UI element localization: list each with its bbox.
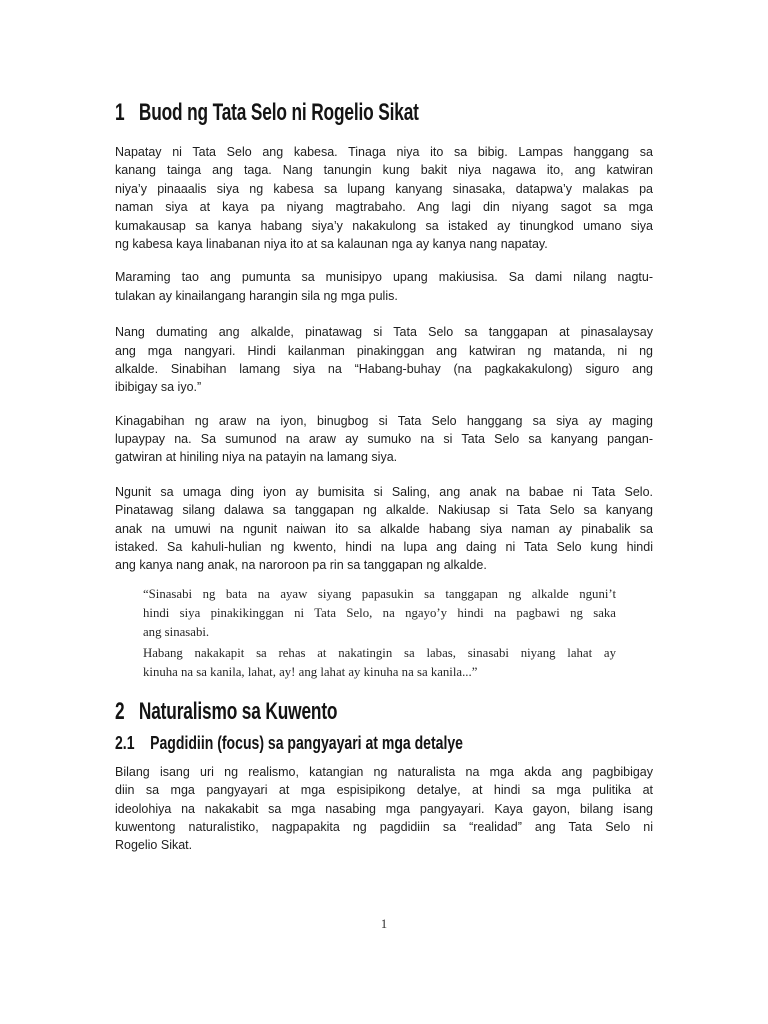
text-line: Nang dumating ang alkalde, pinatawag si Tata Selo sa tanggapan at pinasalaysay [115,325,653,340]
section-1-heading [115,100,502,126]
paragraph [115,483,653,575]
text-line: diin sa mga pangyayari at mga espisipikong detalye, at hindi sa mga pulitika at [115,783,653,798]
subsection-title: Pagdidiin (focus) sa pangyayari at mga detalye [150,732,464,753]
text-line: ng kabesa kaya linabanan niya ito at sa kalaunan nga ay kanya nang napatay. [115,236,548,251]
text-line: Habang nakakapit sa rehas at nakatingin sa labas, sinasabi niyang lahat ay [143,645,616,660]
text-line: Rogelio Sikat. [115,838,193,853]
text-line: gatwiran at hiniling niya na patayin na lamang siya. [115,450,398,465]
text-line: anak na umuwi na ngunit naiwan ito sa alkalde habang siya naman ay pinabalik sa [115,521,653,536]
text-line: alkalde. Sinabihan lamang siya na “Habang-buhay (na pagkakakulong) siguro ang [115,361,653,376]
paragraph [115,323,653,397]
text-line: “Sinasabi ng bata na ayaw siyang papasukin sa tanggapan ng alkalde nguni’t [143,586,616,601]
paragraph [115,143,653,253]
text-line: niya’y pinaaalis siya ng kabesa sa lupang kanyang sinasaka, datapwa’y malakas pa [115,181,653,196]
section-2-heading [115,699,502,725]
text-line: hindi siya pinakikinggan ni Tata Selo, na ngayo’y hindi na pagbawi ng saka [143,605,616,620]
text-line: kinuha na sa kanila, lahat, ay! ang lahat ay kinuha na sa kanila...” [143,664,478,679]
blockquote-paragraph [143,644,616,682]
page-number: 1 [380,917,388,931]
paragraph [115,763,653,855]
text-line: ang sinasabi. [143,624,210,639]
text-line: ideolohiya na nakakabit sa mga nasabing mga pangyayari. Kaya gayon, bilang isang [115,801,653,816]
section-number: 1 [115,99,125,126]
paragraph [115,268,653,305]
paragraph [115,412,653,467]
text-line: ang kanya nang anak, na naroroon pa rin sa tanggapan ng alkalde. [115,558,487,573]
text-line: Kinagabihan ng araw na iyon, binugbog si Tata Selo hanggang sa siya ay maging [115,413,653,428]
section-title: Buod ng Tata Selo ni Rogelio Sikat [138,99,419,126]
subsection-2-1-heading [115,733,535,753]
text-line: kumakausap sa kanya habang siya’y nakakulong sa istaked ay tinungkod umano siya [115,218,653,233]
section-title: Naturalismo sa Kuwento [138,697,338,725]
text-line: ibibigay sa iyo.” [115,380,202,395]
text-line: lupaypay na. Sa sumunod na araw ay sumuko na si Tata Selo sa kanyang pangan- [115,432,653,447]
section-number: 2 [115,697,125,725]
text-line: kuwentong naturalistiko, nagpapakita ng pagdidiin sa “realidad” ang Tata Selo ni [115,819,653,834]
text-column [115,100,653,855]
text-line: istaked. Sa kahuli-hulian ng kwento, hindi na lupa ang daing ni Tata Selo kung hindi [115,540,653,555]
text-line: Bilang isang uri ng realismo, katangian ng naturalista na mga akda ang pagbibigay [115,764,653,779]
text-line: kanang tainga ang taga. Nang tanungin kung bakit niya nagawa ito, ang katwiran [115,163,653,178]
text-line: tulakan ay kinailangang harangin sila ng mga pulis. [115,288,398,303]
blockquote-paragraph [143,585,616,642]
text-line: ang mga nangyari. Hindi kailanman pinakinggan ang katwiran ng matanda, ni ng [115,343,653,358]
subsection-number: 2.1 [115,732,135,753]
text-line: naman siya at kaya pa niyang magtrabaho. Ang lagi din niyang sagot sa mga [115,200,653,215]
text-line: Ngunit sa umaga ding iyon ay bumisita si Saling, ang anak na babae ni Tata Selo. [115,484,653,499]
text-line: Pinatawag silang dalawa sa tanggapan ng alkalde. Nakiusap si Tata Selo sa kanyang [115,503,653,518]
text-line: Napatay ni Tata Selo ang kabesa. Tinaga niya ito sa bibig. Lampas hanggang sa [115,145,653,159]
text-line: Maraming tao ang pumunta sa munisipyo upang makiusisa. Sa dami nilang nagtu- [115,270,653,285]
